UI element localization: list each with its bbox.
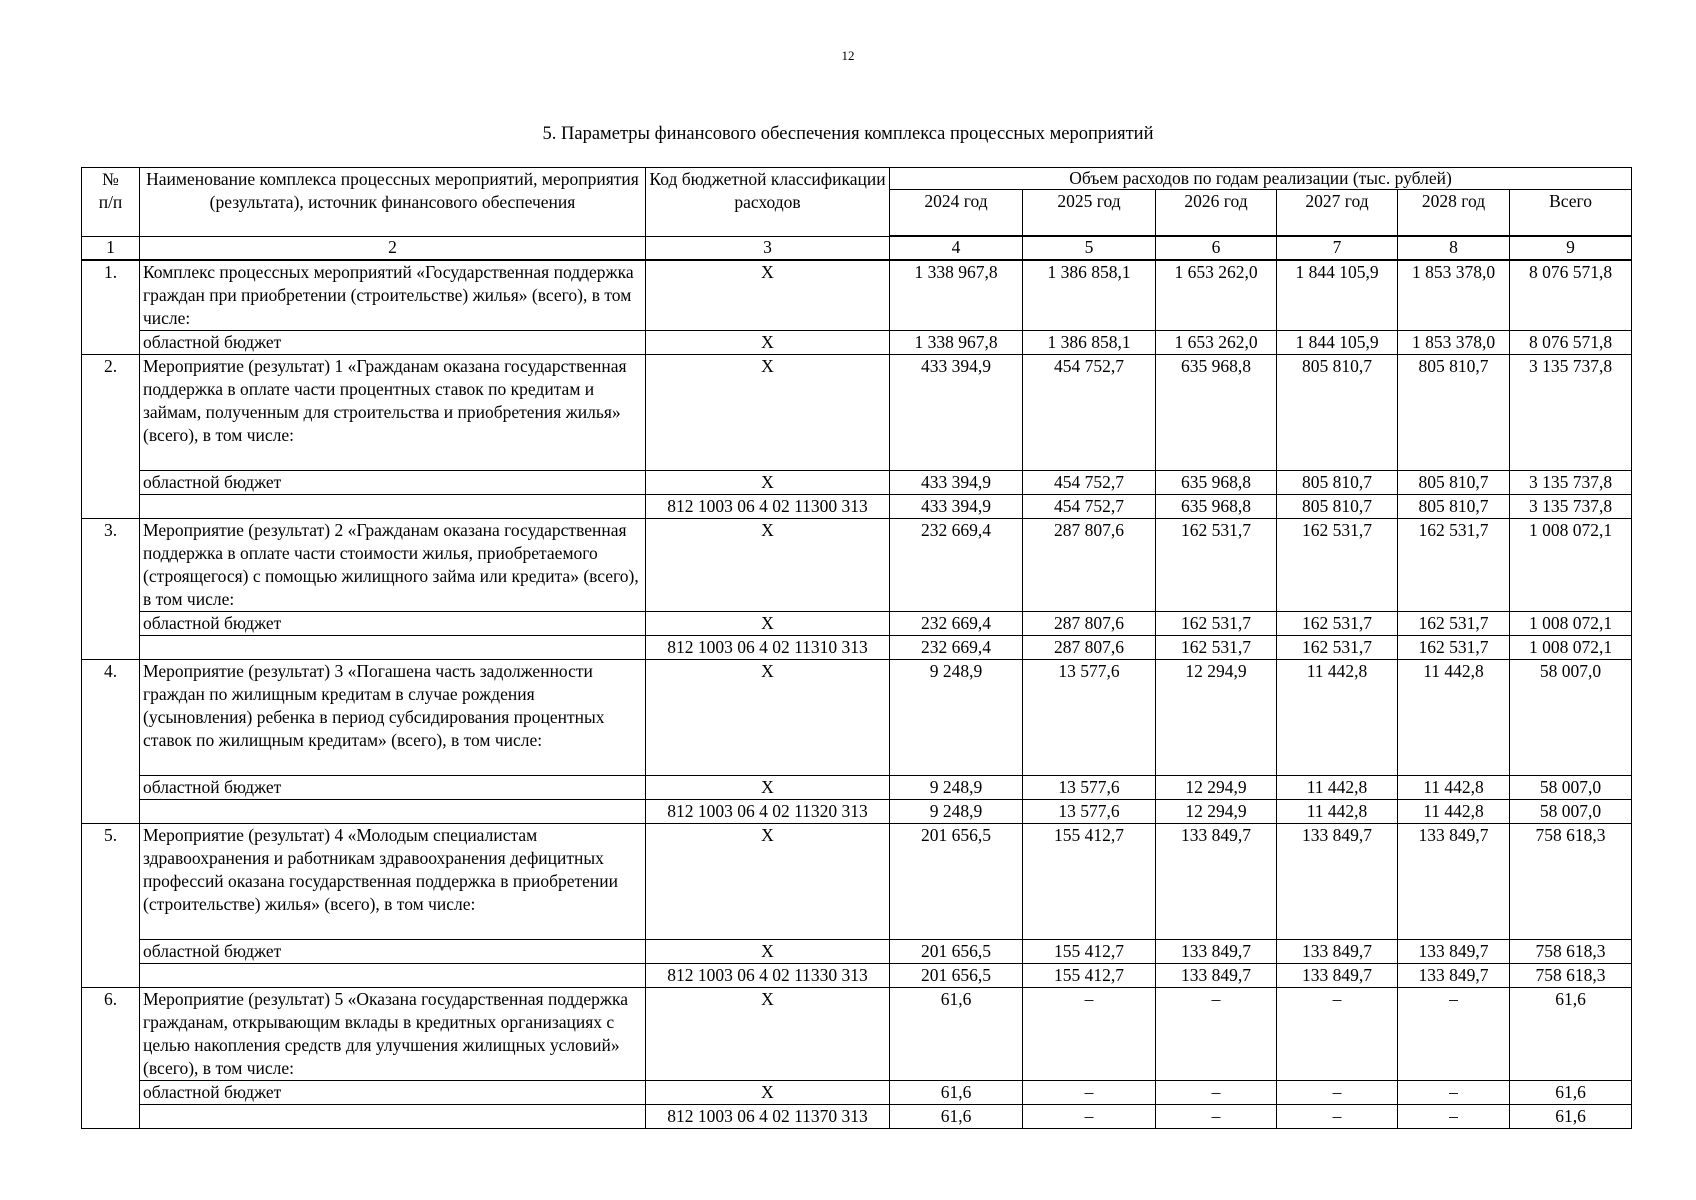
row-value: 61,6 (890, 1081, 1023, 1105)
header-no: № п/п (82, 168, 140, 237)
row-value: 201 656,5 (890, 964, 1023, 988)
row-name (140, 495, 646, 519)
row-value: 12 294,9 (1156, 800, 1277, 824)
column-number: 9 (1510, 236, 1632, 260)
header-row-1 (82, 168, 1632, 190)
row-code: 812 1003 06 4 02 11320 313 (646, 800, 890, 824)
row-value: – (1023, 1105, 1156, 1129)
row-value: 1 386 858,1 (1023, 260, 1156, 331)
page-number: 12 (841, 48, 855, 63)
row-value: 201 656,5 (890, 940, 1023, 964)
row-value: 162 531,7 (1277, 612, 1398, 636)
row-total: 758 618,3 (1510, 964, 1632, 988)
table-row-source (82, 1081, 1632, 1105)
row-value: 805 810,7 (1398, 471, 1510, 495)
row-value: 9 248,9 (890, 660, 1023, 776)
header-volume: Объем расходов по годам реализации (тыс. рублей) (890, 168, 1632, 190)
row-number: 1. (82, 260, 140, 355)
row-total: 3 135 737,8 (1510, 495, 1632, 519)
row-value: – (1277, 1105, 1398, 1129)
table-row-source (82, 800, 1632, 824)
row-name (140, 800, 646, 824)
row-value: 454 752,7 (1023, 495, 1156, 519)
row-value: 11 442,8 (1398, 660, 1510, 776)
row-code: X (646, 355, 890, 471)
row-value: 9 248,9 (890, 776, 1023, 800)
row-name: областной бюджет (140, 331, 646, 355)
row-code: X (646, 1081, 890, 1105)
row-value: – (1023, 988, 1156, 1081)
row-value: 1 653 262,0 (1156, 331, 1277, 355)
row-value: 11 442,8 (1277, 660, 1398, 776)
row-total: 758 618,3 (1510, 940, 1632, 964)
row-value: 635 968,8 (1156, 495, 1277, 519)
header-year: 2024 год (890, 190, 1023, 237)
row-value: 155 412,7 (1023, 964, 1156, 988)
row-number: 4. (82, 660, 140, 824)
table-row-source (82, 1105, 1632, 1129)
row-value: 133 849,7 (1398, 824, 1510, 940)
row-name: областной бюджет (140, 940, 646, 964)
table-row-main (82, 260, 1632, 331)
row-value: 133 849,7 (1277, 964, 1398, 988)
row-value: 805 810,7 (1277, 355, 1398, 471)
row-value: 1 338 967,8 (890, 331, 1023, 355)
section-title: 5. Параметры финансового обеспечения комплекса процессных мероприятий (542, 124, 1154, 144)
row-value: 133 849,7 (1398, 940, 1510, 964)
row-value: 1 844 105,9 (1277, 331, 1398, 355)
row-value: 1 844 105,9 (1277, 260, 1398, 331)
row-value: 232 669,4 (890, 519, 1023, 612)
row-value: – (1023, 1081, 1156, 1105)
table-row-source (82, 495, 1632, 519)
row-code: X (646, 660, 890, 776)
row-total: 8 076 571,8 (1510, 260, 1632, 331)
row-name: Мероприятие (результат) 5 «Оказана государственная поддержка гражданам, открывающим вклады в кредитных организациях с целью накопления средств для улучшения жилищных условий» (всего), в том числе: (140, 988, 646, 1081)
row-code: X (646, 612, 890, 636)
row-value: 635 968,8 (1156, 355, 1277, 471)
row-total: 1 008 072,1 (1510, 612, 1632, 636)
row-name: областной бюджет (140, 612, 646, 636)
row-value: 13 577,6 (1023, 800, 1156, 824)
row-value: 1 853 378,0 (1398, 260, 1510, 331)
column-number: 4 (890, 236, 1023, 260)
row-value: 162 531,7 (1156, 519, 1277, 612)
row-value: – (1398, 988, 1510, 1081)
row-value: 232 669,4 (890, 612, 1023, 636)
column-number: 5 (1023, 236, 1156, 260)
row-code: X (646, 260, 890, 331)
row-value: – (1277, 1081, 1398, 1105)
row-code: X (646, 519, 890, 612)
row-value: 61,6 (890, 1105, 1023, 1129)
row-value: 162 531,7 (1398, 612, 1510, 636)
row-value: 12 294,9 (1156, 660, 1277, 776)
row-value: – (1156, 1081, 1277, 1105)
table-row-main (82, 519, 1632, 612)
row-total: 58 007,0 (1510, 776, 1632, 800)
row-name (140, 636, 646, 660)
row-value: 805 810,7 (1398, 355, 1510, 471)
row-number: 2. (82, 355, 140, 519)
row-code: X (646, 331, 890, 355)
row-total: 3 135 737,8 (1510, 471, 1632, 495)
row-total: 61,6 (1510, 988, 1632, 1081)
row-value: 805 810,7 (1277, 471, 1398, 495)
row-name: Мероприятие (результат) 2 «Гражданам оказана государственная поддержка в оплате части стоимости жилья, приобретаемого (строящегося) с помощью жилищного займа или кредита» (всего), в том числе: (140, 519, 646, 612)
row-value: 1 386 858,1 (1023, 331, 1156, 355)
header-year: 2027 год (1277, 190, 1398, 237)
row-name (140, 1105, 646, 1129)
row-value: 287 807,6 (1023, 612, 1156, 636)
table-row-main (82, 824, 1632, 940)
row-value: 805 810,7 (1398, 495, 1510, 519)
row-value: 133 849,7 (1398, 964, 1510, 988)
row-number: 3. (82, 519, 140, 660)
column-number: 7 (1277, 236, 1398, 260)
column-number: 3 (646, 236, 890, 260)
header-year: 2026 год (1156, 190, 1277, 237)
row-value: 155 412,7 (1023, 940, 1156, 964)
row-value: 133 849,7 (1156, 940, 1277, 964)
table-body (82, 260, 1632, 1129)
table-row-main (82, 355, 1632, 471)
row-total: 58 007,0 (1510, 660, 1632, 776)
row-code: X (646, 824, 890, 940)
row-value: 155 412,7 (1023, 824, 1156, 940)
row-name: областной бюджет (140, 471, 646, 495)
row-value: 11 442,8 (1277, 800, 1398, 824)
row-code: 812 1003 06 4 02 11310 313 (646, 636, 890, 660)
row-value: 9 248,9 (890, 800, 1023, 824)
row-value: 1 653 262,0 (1156, 260, 1277, 331)
row-value: 133 849,7 (1156, 964, 1277, 988)
row-code: X (646, 940, 890, 964)
header-year: 2025 год (1023, 190, 1156, 237)
row-value: 232 669,4 (890, 636, 1023, 660)
header-total: Всего (1510, 190, 1632, 237)
row-value: 805 810,7 (1277, 495, 1398, 519)
column-number: 1 (82, 236, 140, 260)
table-row-source (82, 940, 1632, 964)
row-name: Мероприятие (результат) 1 «Гражданам оказана государственная поддержка в оплате части процентных ставок по кредитам и займам, полученным для строительства и приобретения жилья» (всего), в том числе: (140, 355, 646, 471)
row-value: 162 531,7 (1156, 636, 1277, 660)
row-value: 11 442,8 (1277, 776, 1398, 800)
table-row-source (82, 776, 1632, 800)
row-total: 1 008 072,1 (1510, 519, 1632, 612)
row-name: областной бюджет (140, 1081, 646, 1105)
row-value: – (1156, 1105, 1277, 1129)
row-total: 61,6 (1510, 1081, 1632, 1105)
row-name: областной бюджет (140, 776, 646, 800)
table-row-main (82, 988, 1632, 1081)
row-name: Мероприятие (результат) 3 «Погашена часть задолженности граждан по жилищным кредитам в случае рождения (усыновления) ребенка в период субсидирования процентных ставок по жилищным кредитам» (всего), в том числе: (140, 660, 646, 776)
row-total: 3 135 737,8 (1510, 355, 1632, 471)
row-value: 11 442,8 (1398, 800, 1510, 824)
row-total: 758 618,3 (1510, 824, 1632, 940)
column-number-row (82, 236, 1632, 260)
row-value: 162 531,7 (1398, 519, 1510, 612)
table-row-source (82, 331, 1632, 355)
row-value: 287 807,6 (1023, 519, 1156, 612)
table-row-source (82, 612, 1632, 636)
row-code: 812 1003 06 4 02 11330 313 (646, 964, 890, 988)
row-total: 1 008 072,1 (1510, 636, 1632, 660)
header-name: Наименование комплекса процессных мероприятий, мероприятия (результата), источник финансового обеспечения (140, 168, 646, 237)
row-code: 812 1003 06 4 02 11370 313 (646, 1105, 890, 1129)
row-value: 162 531,7 (1156, 612, 1277, 636)
row-value: 162 531,7 (1277, 519, 1398, 612)
row-value: – (1398, 1105, 1510, 1129)
column-number: 6 (1156, 236, 1277, 260)
row-value: 13 577,6 (1023, 776, 1156, 800)
row-value: 1 853 378,0 (1398, 331, 1510, 355)
row-code: 812 1003 06 4 02 11300 313 (646, 495, 890, 519)
row-total: 8 076 571,8 (1510, 331, 1632, 355)
table-row-source (82, 964, 1632, 988)
row-value: 201 656,5 (890, 824, 1023, 940)
header-year: 2028 год (1398, 190, 1510, 237)
row-value: 454 752,7 (1023, 355, 1156, 471)
row-value: 162 531,7 (1277, 636, 1398, 660)
row-value: 133 849,7 (1156, 824, 1277, 940)
row-code: X (646, 988, 890, 1081)
row-value: 11 442,8 (1398, 776, 1510, 800)
row-value: 454 752,7 (1023, 471, 1156, 495)
table-row-main (82, 660, 1632, 776)
row-value: 133 849,7 (1277, 824, 1398, 940)
row-value: – (1156, 988, 1277, 1081)
row-value: 287 807,6 (1023, 636, 1156, 660)
row-name: Мероприятие (результат) 4 «Молодым специалистам здравоохранения и работникам здравоохранения дефицитных профессий оказана государственная поддержка в приобретении (строительстве) жилья» (всего), в том числе: (140, 824, 646, 940)
row-number: 5. (82, 824, 140, 988)
table-row-source (82, 636, 1632, 660)
row-value: – (1277, 988, 1398, 1081)
row-total: 61,6 (1510, 1105, 1632, 1129)
row-value: 1 338 967,8 (890, 260, 1023, 331)
column-number: 2 (140, 236, 646, 260)
row-number: 6. (82, 988, 140, 1129)
row-value: 133 849,7 (1277, 940, 1398, 964)
row-value: 433 394,9 (890, 495, 1023, 519)
row-value: 635 968,8 (1156, 471, 1277, 495)
row-value: 12 294,9 (1156, 776, 1277, 800)
row-name (140, 964, 646, 988)
row-value: 162 531,7 (1398, 636, 1510, 660)
row-value: 13 577,6 (1023, 660, 1156, 776)
column-number: 8 (1398, 236, 1510, 260)
row-code: X (646, 471, 890, 495)
row-total: 58 007,0 (1510, 800, 1632, 824)
financing-table (81, 167, 1632, 1129)
header-code: Код бюджетной классификации расходов (646, 168, 890, 237)
row-code: X (646, 776, 890, 800)
table-row-source (82, 471, 1632, 495)
row-value: 433 394,9 (890, 471, 1023, 495)
row-name: Комплекс процессных мероприятий «Государственная поддержка граждан при приобретении (строительстве) жилья» (всего), в том числе: (140, 260, 646, 331)
row-value: 433 394,9 (890, 355, 1023, 471)
row-value: 61,6 (890, 988, 1023, 1081)
row-value: – (1398, 1081, 1510, 1105)
